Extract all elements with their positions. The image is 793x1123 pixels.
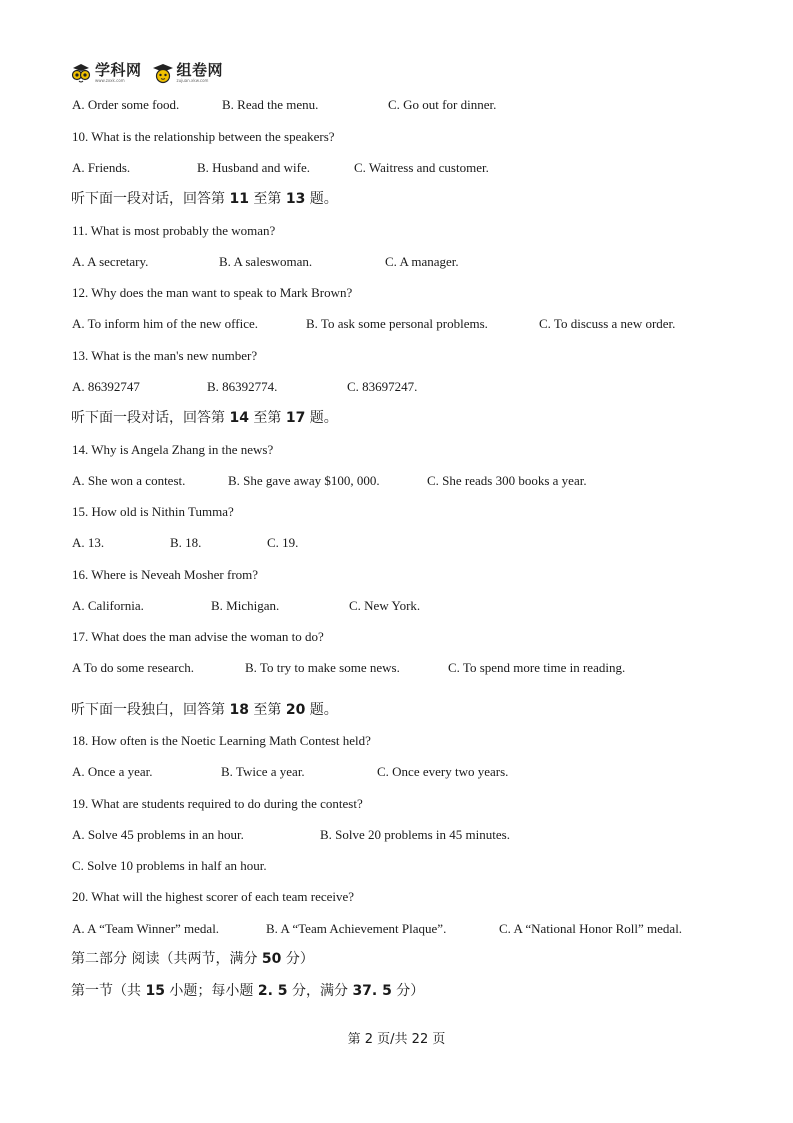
section-heading — [71, 984, 424, 998]
sec-total: 37. 5 — [352, 983, 392, 999]
option-a: A. 13. — [72, 535, 105, 550]
instr-mid: 至第 — [248, 410, 286, 426]
instr-post: 题。 — [305, 702, 338, 718]
question-text: 20. What will the highest scorer of each team receive? — [72, 889, 355, 904]
option-c: C. To spend more time in reading. — [448, 660, 626, 675]
option-b: B. Michigan. — [211, 598, 280, 613]
part-post: 分） — [281, 951, 314, 967]
option-c: C. New York. — [349, 598, 421, 613]
option-b: B. To try to make some news. — [245, 660, 400, 675]
instr-to: 20 — [285, 702, 306, 718]
logo-zujuan — [152, 62, 224, 84]
question-text: 12. Why does the man want to speak to Mark Brown? — [72, 285, 353, 300]
option-b: B. 18. — [170, 535, 202, 550]
instr-pre: 听下面一段独白，回答第 — [71, 702, 230, 718]
question-text: 10. What is the relationship between the speakers? — [72, 129, 335, 144]
instr-to: 17 — [285, 410, 306, 426]
page-number: 第 2 页/共 22 页 — [347, 1032, 446, 1047]
question-text: 16. Where is Neveah Mosher from? — [72, 567, 259, 582]
logo-zxxk — [70, 62, 142, 84]
option-a: A. Order some food. — [72, 97, 180, 112]
option-c: C. Waitress and customer. — [354, 160, 489, 175]
owl-logo-icon — [70, 62, 92, 84]
logo-zujuan-name: 组卷网 — [176, 61, 224, 79]
section-instruction — [71, 703, 338, 717]
sec-mid2: 分，满分 — [287, 983, 353, 999]
instr-post: 题。 — [305, 410, 338, 426]
option-b: B. She gave away $100, 000. — [228, 473, 380, 488]
option-b: B. To ask some personal problems. — [306, 316, 488, 331]
option-b: B. Husband and wife. — [197, 160, 311, 175]
instr-from: 18 — [229, 702, 249, 718]
option-b: B. Read the menu. — [222, 97, 319, 112]
sec-post: 分） — [391, 983, 425, 999]
instr-mid: 至第 — [248, 191, 286, 207]
question-text: 13. What is the man's new number? — [72, 348, 258, 363]
option-a: A. A “Team Winner” medal. — [72, 921, 220, 936]
part-heading — [71, 952, 314, 966]
instr-pre: 听下面一段对话，回答第 — [71, 191, 230, 207]
option-c: C. 83697247. — [347, 379, 418, 394]
logo-zujuan-url: zujuan.xkw.com — [176, 78, 209, 83]
option-a: A. To inform him of the new office. — [72, 316, 258, 331]
section-instruction — [71, 411, 338, 425]
part-pre: 第二部分 阅读（共两节，满分 — [71, 951, 262, 967]
section-instruction — [71, 192, 338, 206]
option-c: C. A “National Honor Roll” medal. — [499, 921, 683, 936]
option-b: B. Twice a year. — [221, 764, 305, 779]
option-b: B. A saleswoman. — [219, 254, 313, 269]
instr-from: 14 — [229, 410, 249, 426]
question-text: 14. Why is Angela Zhang in the news? — [72, 442, 274, 457]
question-text: 17. What does the man advise the woman to do? — [72, 629, 324, 644]
question-text: C. Solve 10 problems in half an hour. — [72, 858, 267, 873]
option-a: A. Once a year. — [72, 764, 153, 779]
logo-zxxk-name: 学科网 — [95, 61, 142, 79]
option-a: A. 86392747 — [72, 379, 140, 394]
question-text: 19. What are students required to do during the contest? — [72, 796, 363, 811]
sec-each: 2. 5 — [257, 983, 288, 999]
question-text: 11. What is most probably the woman? — [72, 223, 276, 238]
option-a: A. Friends. — [72, 160, 131, 175]
option-c: C. A manager. — [385, 254, 459, 269]
option-a: A. California. — [72, 598, 144, 613]
sec-pre: 第一节（共 — [71, 983, 146, 999]
sec-mid1: 小题；每小题 — [164, 983, 258, 999]
header-logos — [70, 60, 223, 86]
question-text: 18. How often is the Noetic Learning Math Contest held? — [72, 733, 371, 748]
instr-to: 13 — [285, 191, 306, 207]
question-text: 15. How old is Nithin Tumma? — [72, 504, 234, 519]
graduate-cap-logo-icon — [152, 62, 174, 84]
option-b: B. 86392774. — [207, 379, 278, 394]
option-a: A. She won a contest. — [72, 473, 186, 488]
option-c: C. She reads 300 books a year. — [427, 473, 587, 488]
instr-from: 11 — [229, 191, 249, 207]
option-b: B. A “Team Achievement Plaque”. — [266, 921, 447, 936]
option-c: C. Go out for dinner. — [388, 97, 497, 112]
part-score: 50 — [261, 951, 282, 967]
sec-count: 15 — [145, 983, 165, 999]
instr-mid: 至第 — [248, 702, 286, 718]
logo-zxxk-url: www.zxxk.com — [95, 78, 125, 83]
option-c: C. To discuss a new order. — [539, 316, 676, 331]
option-b: B. Solve 20 problems in 45 minutes. — [320, 827, 510, 842]
instr-post: 题。 — [305, 191, 338, 207]
option-a: A. A secretary. — [72, 254, 149, 269]
option-c: C. Once every two years. — [377, 764, 509, 779]
option-a: A To do some research. — [72, 660, 194, 675]
instr-pre: 听下面一段对话，回答第 — [71, 410, 230, 426]
option-a: A. Solve 45 problems in an hour. — [72, 827, 244, 842]
option-c: C. 19. — [267, 535, 299, 550]
